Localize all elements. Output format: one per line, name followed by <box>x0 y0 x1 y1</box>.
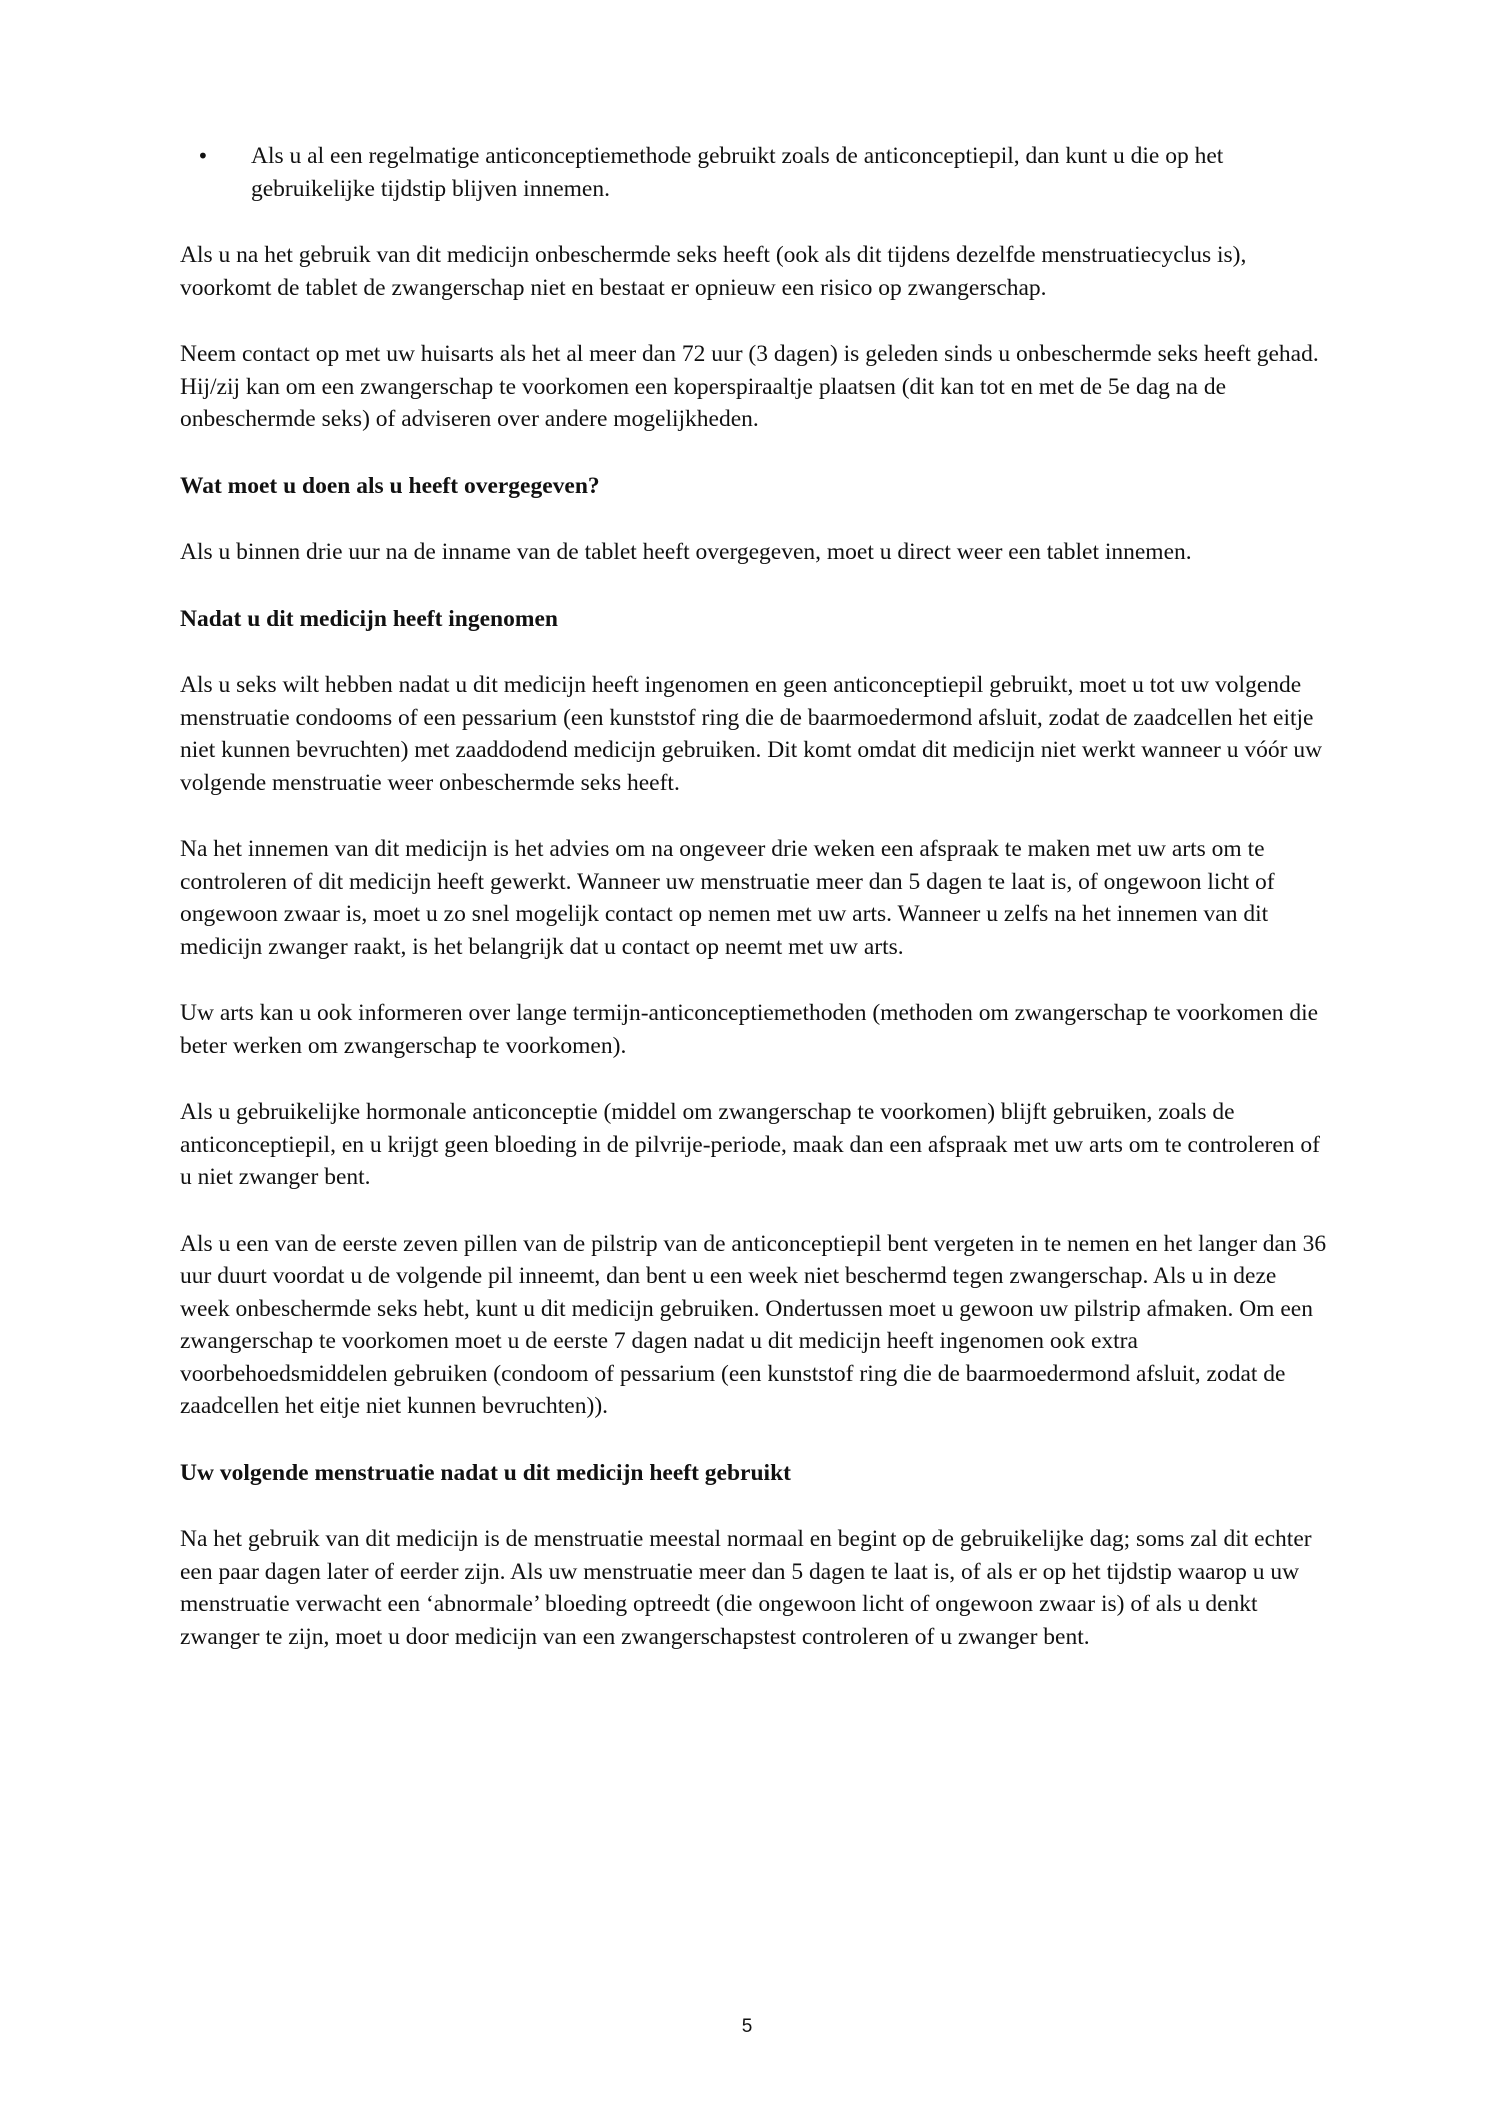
bullet-icon: • <box>197 144 209 168</box>
heading-next-period: Uw volgende menstruatie nadat u dit medicijn heeft gebruikt <box>180 1459 791 1486</box>
paragraph-long-term: Uw arts kan u ook informeren over lange termijn-anticonceptiemethoden (methoden om zwangerschap te voorkomen die beter werken om zwangerschap te voorkomen). <box>180 1000 1319 1059</box>
paragraph-barrier-methods: Als u seks wilt hebben nadat u dit medicijn heeft ingenomen en geen anticonceptiepil gebruikt, moet u tot uw volgende menstruatie condooms of een pessarium (een kunststof ring die de baarmoedermond afsluit, zodat de zaadcellen het eitje niet kunnen bevruchten) met zaaddodend medicijn gebruiken. Dit komt omdat dit medicijn niet werkt wanneer u vóór uw volgende menstruatie weer onbeschermde seks heeft. <box>180 672 1323 796</box>
paragraph-hormonal: Als u gebruikelijke hormonale anticonceptie (middel om zwangerschap te voorkomen) blijft gebruiken, zoals de anticonceptiepil, en u krijgt geen bloeding in de pilvrije-periode, maak dan een afspraak met uw arts om te controleren of u niet zwanger bent. <box>180 1099 1320 1190</box>
page-number: 5 <box>741 2016 753 2037</box>
paragraph-repeat-risk: Als u na het gebruik van dit medicijn onbeschermde seks heeft (ook als dit tijdens dezelfde menstruatiecyclus is), voorkomt de tablet de zwangerschap niet en bestaat er opnieuw een risico op zwangerschap. <box>180 242 1247 301</box>
bullet-list-item <box>180 140 1330 205</box>
paragraph-missed-pills: Als u een van de eerste zeven pillen van de pilstrip van de anticonceptiepil bent vergeten in te nemen en het langer dan 36 uur duurt voordat u de volgende pil inneemt, dan bent u een week niet beschermd tegen zwangerschap. Als u in deze week onbeschermde seks hebt, kunt u dit medicijn gebruiken. Ondertussen moet u gewoon uw pilstrip afmaken. Om een zwangerschap te voorkomen moet u de eerste 7 dagen nadat u dit medicijn heeft ingenomen ook extra voorbehoedsmiddelen gebruiken (condoom of pessarium (een kunststof ring die de baarmoedermond afsluit, zodat de zaadcellen het eitje niet kunnen bevruchten)). <box>180 1230 1327 1419</box>
document-page <box>180 140 1330 1687</box>
heading-after-intake: Nadat u dit medicijn heeft ingenomen <box>180 605 558 632</box>
paragraph-next-period: Na het gebruik van dit medicijn is de menstruatie meestal normaal en begint op de gebruikelijke dag; soms zal dit echter een paar dagen later of eerder zijn. Als uw menstruatie meer dan 5 dagen te laat is, of als er op het tijdstip waarop u uw menstruatie verwacht een ‘abnormale’ bloeding optreedt (die ongewoon licht of ongewoon zwaar is) of als u denkt zwanger te zijn, moet u door medicijn van een zwangerschapstest controleren of u zwanger bent. <box>180 1526 1312 1650</box>
bullet-text: Als u al een regelmatige anticonceptiemethode gebruikt zoals de anticonceptiepil, dan kunt u die op het gebruikelijke tijdstip blijven innemen. <box>251 143 1224 202</box>
paragraph-follow-up: Na het innemen van dit medicijn is het advies om na ongeveer drie weken een afspraak te maken met uw arts om te controleren of dit medicijn heeft gewerkt. Wanneer uw menstruatie meer dan 5 dagen te laat is, of ongewoon licht of ongewoon zwaar is, moet u zo snel mogelijk contact op nemen met uw arts. Wanneer u zelfs na het innemen van dit medicijn zwanger raakt, is het belangrijk dat u contact op neemt met uw arts. <box>180 836 1275 960</box>
paragraph-vomiting: Als u binnen drie uur na de inname van de tablet heeft overgegeven, moet u direct weer een tablet innemen. <box>180 539 1192 565</box>
paragraph-contact-doctor: Neem contact op met uw huisarts als het al meer dan 72 uur (3 dagen) is geleden sinds u onbeschermde seks heeft gehad. Hij/zij kan om een zwangerschap te voorkomen een koperspiraaltje plaatsen (dit kan tot en met de 5e dag na de onbeschermde seks) of adviseren over andere mogelijkheden. <box>180 341 1319 432</box>
heading-vomiting: Wat moet u doen als u heeft overgegeven? <box>180 472 600 499</box>
